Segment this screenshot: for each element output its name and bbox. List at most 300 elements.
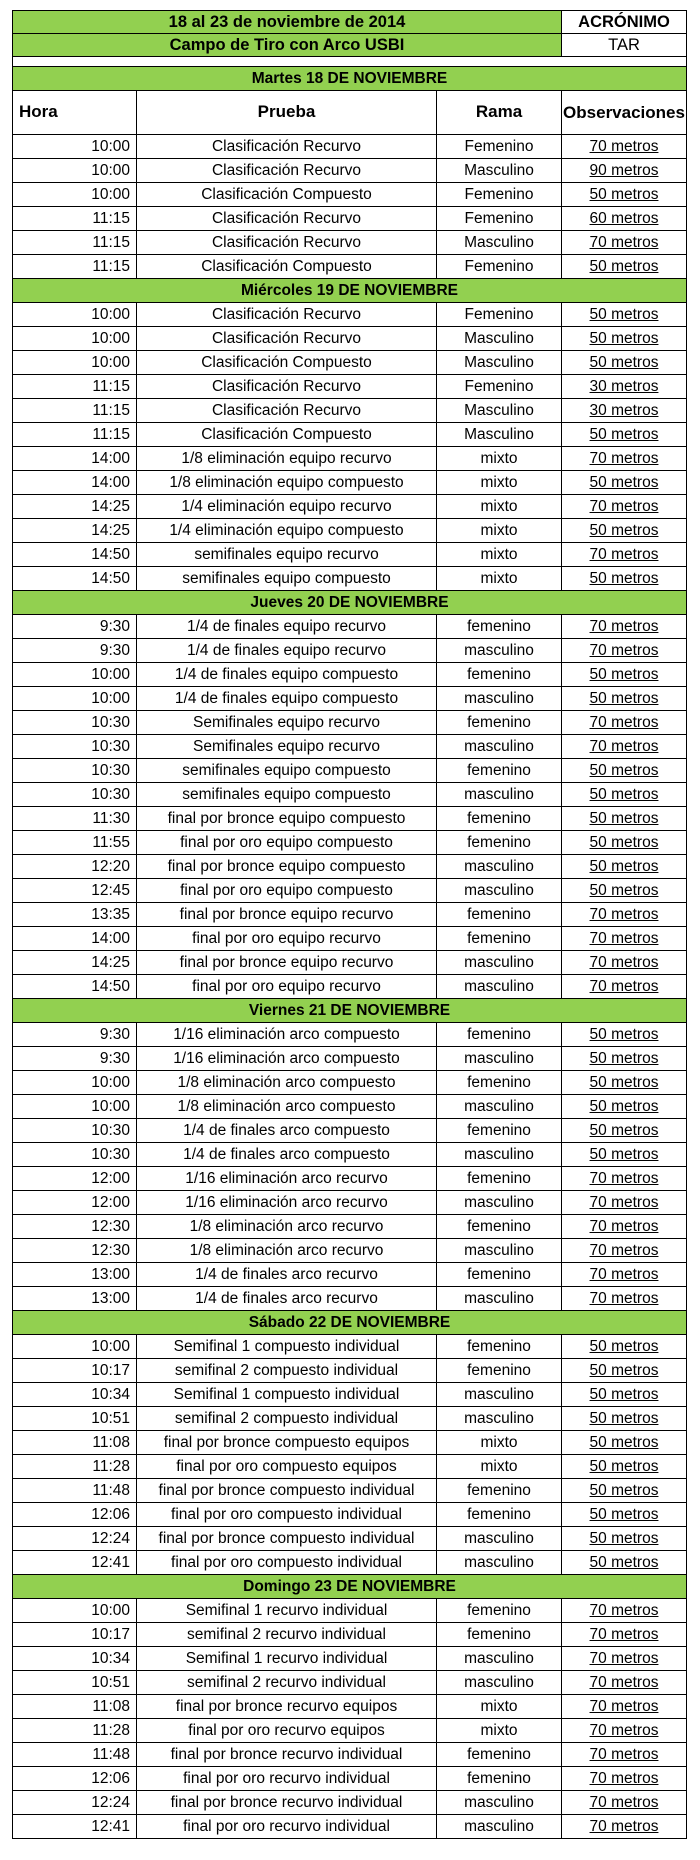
cell-rama: femenino bbox=[437, 1479, 562, 1503]
cell-observaciones: 70 metros bbox=[562, 615, 687, 639]
cell-prueba: Clasificación Compuesto bbox=[137, 351, 437, 375]
table-row bbox=[13, 927, 687, 951]
cell-rama: femenino bbox=[437, 1599, 562, 1623]
day-header-row bbox=[13, 1311, 687, 1335]
cell-hora: 10:00 bbox=[13, 1071, 137, 1095]
cell-observaciones: 50 metros bbox=[562, 759, 687, 783]
cell-rama: masculino bbox=[437, 1143, 562, 1167]
table-row bbox=[13, 183, 687, 207]
table-row bbox=[13, 519, 687, 543]
cell-hora: 10:17 bbox=[13, 1623, 137, 1647]
cell-observaciones: 50 metros bbox=[562, 1047, 687, 1071]
cell-observaciones: 70 metros bbox=[562, 903, 687, 927]
cell-observaciones: 70 metros bbox=[562, 639, 687, 663]
cell-observaciones: 60 metros bbox=[562, 207, 687, 231]
cell-rama: masculino bbox=[437, 1671, 562, 1695]
cell-rama: Femenino bbox=[437, 375, 562, 399]
cell-hora: 10:30 bbox=[13, 783, 137, 807]
table-row bbox=[13, 1479, 687, 1503]
cell-rama: masculino bbox=[437, 1287, 562, 1311]
day-header-row bbox=[13, 279, 687, 303]
cell-hora: 10:00 bbox=[13, 183, 137, 207]
cell-hora: 12:24 bbox=[13, 1791, 137, 1815]
cell-observaciones: 70 metros bbox=[562, 231, 687, 255]
cell-hora: 11:48 bbox=[13, 1479, 137, 1503]
cell-observaciones: 50 metros bbox=[562, 303, 687, 327]
cell-prueba: 1/8 eliminación arco compuesto bbox=[137, 1095, 437, 1119]
cell-prueba: 1/4 de finales equipo compuesto bbox=[137, 663, 437, 687]
cell-observaciones: 50 metros bbox=[562, 1383, 687, 1407]
cell-rama: masculino bbox=[437, 639, 562, 663]
cell-prueba: 1/8 eliminación equipo compuesto bbox=[137, 471, 437, 495]
cell-rama: femenino bbox=[437, 615, 562, 639]
cell-observaciones: 50 metros bbox=[562, 1143, 687, 1167]
table-row bbox=[13, 783, 687, 807]
cell-prueba: Clasificación Recurvo bbox=[137, 399, 437, 423]
table-row bbox=[13, 351, 687, 375]
table-row bbox=[13, 1743, 687, 1767]
table-row bbox=[13, 759, 687, 783]
cell-hora: 11:30 bbox=[13, 807, 137, 831]
cell-prueba: semifinal 2 compuesto individual bbox=[137, 1407, 437, 1431]
table-row bbox=[13, 1647, 687, 1671]
cell-observaciones: 70 metros bbox=[562, 1623, 687, 1647]
table-row bbox=[13, 975, 687, 999]
cell-observaciones: 50 metros bbox=[562, 255, 687, 279]
table-row bbox=[13, 1359, 687, 1383]
cell-rama: masculino bbox=[437, 1047, 562, 1071]
cell-rama: mixto bbox=[437, 447, 562, 471]
cell-hora: 10:00 bbox=[13, 303, 137, 327]
cell-rama: Femenino bbox=[437, 207, 562, 231]
cell-observaciones: 50 metros bbox=[562, 1119, 687, 1143]
cell-hora: 12:00 bbox=[13, 1191, 137, 1215]
cell-rama: masculino bbox=[437, 1383, 562, 1407]
cell-hora: 10:00 bbox=[13, 1095, 137, 1119]
cell-hora: 9:30 bbox=[13, 1023, 137, 1047]
cell-observaciones: 30 metros bbox=[562, 375, 687, 399]
cell-rama: femenino bbox=[437, 711, 562, 735]
cell-prueba: final por oro compuesto individual bbox=[137, 1503, 437, 1527]
cell-observaciones: 70 metros bbox=[562, 975, 687, 999]
cell-observaciones: 50 metros bbox=[562, 471, 687, 495]
table-row bbox=[13, 1767, 687, 1791]
header-row-dates bbox=[13, 11, 687, 34]
cell-observaciones: 50 metros bbox=[562, 519, 687, 543]
cell-hora: 12:06 bbox=[13, 1767, 137, 1791]
table-row bbox=[13, 495, 687, 519]
cell-rama: femenino bbox=[437, 759, 562, 783]
table-row bbox=[13, 1599, 687, 1623]
cell-rama: mixto bbox=[437, 543, 562, 567]
table-row bbox=[13, 1455, 687, 1479]
cell-observaciones: 50 metros bbox=[562, 327, 687, 351]
cell-prueba: final por bronce equipo compuesto bbox=[137, 855, 437, 879]
table-row bbox=[13, 1431, 687, 1455]
cell-observaciones: 70 metros bbox=[562, 1719, 687, 1743]
cell-observaciones: 30 metros bbox=[562, 399, 687, 423]
table-row bbox=[13, 1695, 687, 1719]
cell-hora: 14:00 bbox=[13, 471, 137, 495]
cell-hora: 11:55 bbox=[13, 831, 137, 855]
day-header-row bbox=[13, 999, 687, 1023]
table-row bbox=[13, 399, 687, 423]
day-header-row bbox=[13, 67, 687, 91]
day-title: Martes 18 DE NOVIEMBRE bbox=[13, 67, 687, 91]
cell-hora: 10:30 bbox=[13, 711, 137, 735]
table-row bbox=[13, 711, 687, 735]
table-row bbox=[13, 1551, 687, 1575]
cell-prueba: final por bronce recurvo individual bbox=[137, 1791, 437, 1815]
cell-prueba: Clasificación Compuesto bbox=[137, 183, 437, 207]
table-row bbox=[13, 1287, 687, 1311]
table-row bbox=[13, 1791, 687, 1815]
cell-prueba: Clasificación Recurvo bbox=[137, 375, 437, 399]
cell-rama: masculino bbox=[437, 687, 562, 711]
cell-prueba: 1/4 de finales equipo compuesto bbox=[137, 687, 437, 711]
header-observaciones: Observaciones bbox=[562, 91, 687, 135]
cell-observaciones: 70 metros bbox=[562, 135, 687, 159]
acronym-label: ACRÓNIMO bbox=[562, 11, 687, 34]
event-dates: 18 al 23 de noviembre de 2014 bbox=[13, 11, 562, 34]
cell-rama: femenino bbox=[437, 1359, 562, 1383]
cell-hora: 14:00 bbox=[13, 447, 137, 471]
cell-rama: mixto bbox=[437, 1431, 562, 1455]
cell-rama: femenino bbox=[437, 1071, 562, 1095]
cell-prueba: 1/4 de finales equipo recurvo bbox=[137, 639, 437, 663]
day-title: Domingo 23 DE NOVIEMBRE bbox=[13, 1575, 687, 1599]
day-title: Miércoles 19 DE NOVIEMBRE bbox=[13, 279, 687, 303]
cell-observaciones: 50 metros bbox=[562, 423, 687, 447]
cell-hora: 10:51 bbox=[13, 1671, 137, 1695]
table-row bbox=[13, 1503, 687, 1527]
cell-rama: femenino bbox=[437, 663, 562, 687]
cell-hora: 10:00 bbox=[13, 1599, 137, 1623]
cell-hora: 14:50 bbox=[13, 567, 137, 591]
cell-prueba: final por bronce compuesto equipos bbox=[137, 1431, 437, 1455]
cell-hora: 10:00 bbox=[13, 687, 137, 711]
table-row bbox=[13, 1095, 687, 1119]
cell-rama: masculino bbox=[437, 1647, 562, 1671]
cell-hora: 11:48 bbox=[13, 1743, 137, 1767]
cell-hora: 11:08 bbox=[13, 1695, 137, 1719]
cell-hora: 11:15 bbox=[13, 399, 137, 423]
cell-prueba: final por oro equipo compuesto bbox=[137, 831, 437, 855]
cell-observaciones: 50 metros bbox=[562, 663, 687, 687]
cell-observaciones: 70 metros bbox=[562, 495, 687, 519]
cell-hora: 11:15 bbox=[13, 207, 137, 231]
cell-rama: mixto bbox=[437, 1455, 562, 1479]
cell-prueba: final por oro equipo recurvo bbox=[137, 975, 437, 999]
table-row bbox=[13, 1047, 687, 1071]
cell-hora: 9:30 bbox=[13, 639, 137, 663]
cell-rama: masculino bbox=[437, 783, 562, 807]
cell-prueba: 1/8 eliminación arco compuesto bbox=[137, 1071, 437, 1095]
cell-prueba: Clasificación Compuesto bbox=[137, 423, 437, 447]
cell-hora: 10:00 bbox=[13, 135, 137, 159]
cell-observaciones: 50 metros bbox=[562, 1335, 687, 1359]
table-row bbox=[13, 615, 687, 639]
cell-prueba: 1/4 de finales arco compuesto bbox=[137, 1143, 437, 1167]
cell-rama: masculino bbox=[437, 1527, 562, 1551]
cell-hora: 14:50 bbox=[13, 975, 137, 999]
cell-hora: 10:34 bbox=[13, 1647, 137, 1671]
cell-prueba: 1/4 de finales arco compuesto bbox=[137, 1119, 437, 1143]
cell-prueba: final por oro equipo recurvo bbox=[137, 927, 437, 951]
cell-rama: Masculino bbox=[437, 231, 562, 255]
cell-prueba: 1/4 eliminación equipo compuesto bbox=[137, 519, 437, 543]
table-row bbox=[13, 159, 687, 183]
cell-prueba: Clasificación Recurvo bbox=[137, 207, 437, 231]
cell-hora: 12:41 bbox=[13, 1551, 137, 1575]
cell-hora: 14:25 bbox=[13, 519, 137, 543]
cell-rama: masculino bbox=[437, 1191, 562, 1215]
cell-rama: femenino bbox=[437, 1263, 562, 1287]
cell-observaciones: 70 metros bbox=[562, 1815, 687, 1839]
cell-observaciones: 90 metros bbox=[562, 159, 687, 183]
cell-prueba: Semifinales equipo recurvo bbox=[137, 711, 437, 735]
table-row bbox=[13, 1623, 687, 1647]
cell-hora: 14:25 bbox=[13, 951, 137, 975]
header-prueba: Prueba bbox=[137, 91, 437, 135]
table-row bbox=[13, 1167, 687, 1191]
cell-prueba: 1/4 de finales arco recurvo bbox=[137, 1263, 437, 1287]
cell-rama: femenino bbox=[437, 903, 562, 927]
table-row bbox=[13, 255, 687, 279]
schedule-sheet bbox=[12, 10, 687, 1839]
cell-rama: mixto bbox=[437, 519, 562, 543]
acronym-value: TAR bbox=[562, 34, 687, 57]
day-title: Jueves 20 DE NOVIEMBRE bbox=[13, 591, 687, 615]
cell-prueba: Clasificación Recurvo bbox=[137, 159, 437, 183]
cell-hora: 10:17 bbox=[13, 1359, 137, 1383]
cell-prueba: final por bronce equipo recurvo bbox=[137, 903, 437, 927]
cell-rama: mixto bbox=[437, 1719, 562, 1743]
cell-prueba: final por oro compuesto equipos bbox=[137, 1455, 437, 1479]
cell-hora: 10:30 bbox=[13, 1119, 137, 1143]
table-row bbox=[13, 567, 687, 591]
table-row bbox=[13, 135, 687, 159]
cell-hora: 13:00 bbox=[13, 1287, 137, 1311]
table-row bbox=[13, 807, 687, 831]
cell-rama: masculino bbox=[437, 1239, 562, 1263]
cell-observaciones: 70 metros bbox=[562, 1695, 687, 1719]
cell-prueba: 1/8 eliminación equipo recurvo bbox=[137, 447, 437, 471]
cell-prueba: 1/8 eliminación arco recurvo bbox=[137, 1215, 437, 1239]
cell-prueba: 1/4 de finales equipo recurvo bbox=[137, 615, 437, 639]
cell-hora: 12:41 bbox=[13, 1815, 137, 1839]
table-row bbox=[13, 879, 687, 903]
cell-observaciones: 50 metros bbox=[562, 1095, 687, 1119]
cell-rama: femenino bbox=[437, 1119, 562, 1143]
cell-prueba: final por oro recurvo individual bbox=[137, 1767, 437, 1791]
cell-observaciones: 50 metros bbox=[562, 1479, 687, 1503]
cell-prueba: semifinales equipo compuesto bbox=[137, 567, 437, 591]
table-row bbox=[13, 1527, 687, 1551]
cell-prueba: 1/16 eliminación arco recurvo bbox=[137, 1191, 437, 1215]
cell-hora: 11:28 bbox=[13, 1719, 137, 1743]
cell-hora: 10:30 bbox=[13, 1143, 137, 1167]
cell-hora: 9:30 bbox=[13, 1047, 137, 1071]
cell-hora: 10:34 bbox=[13, 1383, 137, 1407]
table-row bbox=[13, 951, 687, 975]
table-row bbox=[13, 303, 687, 327]
table-row bbox=[13, 1671, 687, 1695]
cell-observaciones: 70 metros bbox=[562, 1215, 687, 1239]
cell-observaciones: 70 metros bbox=[562, 1743, 687, 1767]
cell-rama: Masculino bbox=[437, 351, 562, 375]
cell-hora: 12:30 bbox=[13, 1239, 137, 1263]
cell-hora: 11:15 bbox=[13, 423, 137, 447]
cell-rama: femenino bbox=[437, 1623, 562, 1647]
table-row bbox=[13, 447, 687, 471]
cell-observaciones: 70 metros bbox=[562, 1767, 687, 1791]
cell-hora: 14:25 bbox=[13, 495, 137, 519]
table-row bbox=[13, 1143, 687, 1167]
venue-name: Campo de Tiro con Arco USBI bbox=[13, 34, 562, 57]
cell-hora: 14:50 bbox=[13, 543, 137, 567]
cell-rama: masculino bbox=[437, 975, 562, 999]
cell-rama: femenino bbox=[437, 1023, 562, 1047]
cell-prueba: Clasificación Recurvo bbox=[137, 231, 437, 255]
cell-rama: mixto bbox=[437, 495, 562, 519]
cell-observaciones: 50 metros bbox=[562, 1407, 687, 1431]
cell-rama: Femenino bbox=[437, 135, 562, 159]
cell-rama: Femenino bbox=[437, 255, 562, 279]
cell-observaciones: 50 metros bbox=[562, 1551, 687, 1575]
table-row bbox=[13, 1239, 687, 1263]
cell-observaciones: 70 metros bbox=[562, 711, 687, 735]
table-row bbox=[13, 1719, 687, 1743]
cell-observaciones: 50 metros bbox=[562, 783, 687, 807]
cell-rama: Masculino bbox=[437, 399, 562, 423]
table-row bbox=[13, 327, 687, 351]
cell-prueba: 1/16 eliminación arco compuesto bbox=[137, 1047, 437, 1071]
cell-observaciones: 70 metros bbox=[562, 543, 687, 567]
cell-prueba: Clasificación Recurvo bbox=[137, 135, 437, 159]
cell-hora: 13:00 bbox=[13, 1263, 137, 1287]
cell-observaciones: 50 metros bbox=[562, 1359, 687, 1383]
cell-prueba: Semifinales equipo recurvo bbox=[137, 735, 437, 759]
table-row bbox=[13, 543, 687, 567]
cell-rama: Femenino bbox=[437, 303, 562, 327]
header-row-venue bbox=[13, 34, 687, 57]
cell-prueba: final por oro equipo compuesto bbox=[137, 879, 437, 903]
cell-observaciones: 50 metros bbox=[562, 1503, 687, 1527]
cell-observaciones: 70 metros bbox=[562, 1191, 687, 1215]
cell-observaciones: 70 metros bbox=[562, 447, 687, 471]
cell-hora: 12:24 bbox=[13, 1527, 137, 1551]
table-row bbox=[13, 687, 687, 711]
cell-rama: femenino bbox=[437, 1743, 562, 1767]
cell-hora: 10:30 bbox=[13, 759, 137, 783]
header-rama: Rama bbox=[437, 91, 562, 135]
cell-hora: 11:15 bbox=[13, 375, 137, 399]
cell-observaciones: 50 metros bbox=[562, 183, 687, 207]
cell-observaciones: 70 metros bbox=[562, 1239, 687, 1263]
cell-prueba: semifinal 2 recurvo individual bbox=[137, 1671, 437, 1695]
table-row bbox=[13, 375, 687, 399]
cell-rama: masculino bbox=[437, 1791, 562, 1815]
cell-rama: mixto bbox=[437, 567, 562, 591]
cell-prueba: final por bronce equipo compuesto bbox=[137, 807, 437, 831]
cell-observaciones: 50 metros bbox=[562, 1431, 687, 1455]
cell-hora: 11:15 bbox=[13, 231, 137, 255]
cell-hora: 10:51 bbox=[13, 1407, 137, 1431]
cell-prueba: semifinal 2 compuesto individual bbox=[137, 1359, 437, 1383]
cell-hora: 12:45 bbox=[13, 879, 137, 903]
cell-observaciones: 50 metros bbox=[562, 1455, 687, 1479]
table-row bbox=[13, 1383, 687, 1407]
cell-rama: femenino bbox=[437, 1215, 562, 1239]
column-header-row bbox=[13, 91, 687, 135]
cell-hora: 11:08 bbox=[13, 1431, 137, 1455]
cell-rama: mixto bbox=[437, 1695, 562, 1719]
cell-observaciones: 70 metros bbox=[562, 1287, 687, 1311]
cell-rama: masculino bbox=[437, 735, 562, 759]
cell-hora: 10:00 bbox=[13, 1335, 137, 1359]
cell-prueba: Clasificación Recurvo bbox=[137, 303, 437, 327]
table-row bbox=[13, 231, 687, 255]
cell-prueba: final por oro recurvo equipos bbox=[137, 1719, 437, 1743]
cell-observaciones: 50 metros bbox=[562, 1071, 687, 1095]
table-row bbox=[13, 831, 687, 855]
table-row bbox=[13, 471, 687, 495]
table-row bbox=[13, 735, 687, 759]
cell-observaciones: 70 metros bbox=[562, 1647, 687, 1671]
cell-observaciones: 50 metros bbox=[562, 1527, 687, 1551]
cell-hora: 10:00 bbox=[13, 327, 137, 351]
header-hora: Hora bbox=[13, 91, 137, 135]
cell-rama: masculino bbox=[437, 1407, 562, 1431]
cell-prueba: 1/8 eliminación arco recurvo bbox=[137, 1239, 437, 1263]
table-row bbox=[13, 207, 687, 231]
table-row bbox=[13, 903, 687, 927]
cell-hora: 9:30 bbox=[13, 615, 137, 639]
cell-observaciones: 50 metros bbox=[562, 879, 687, 903]
cell-hora: 13:35 bbox=[13, 903, 137, 927]
cell-observaciones: 70 metros bbox=[562, 927, 687, 951]
cell-observaciones: 70 metros bbox=[562, 1263, 687, 1287]
cell-observaciones: 70 metros bbox=[562, 1167, 687, 1191]
cell-prueba: 1/4 de finales arco recurvo bbox=[137, 1287, 437, 1311]
cell-prueba: final por bronce equipo recurvo bbox=[137, 951, 437, 975]
table-row bbox=[13, 639, 687, 663]
day-header-row bbox=[13, 591, 687, 615]
cell-rama: masculino bbox=[437, 1551, 562, 1575]
table-row bbox=[13, 1815, 687, 1839]
table-row bbox=[13, 1407, 687, 1431]
cell-observaciones: 50 metros bbox=[562, 567, 687, 591]
cell-prueba: Semifinal 1 recurvo individual bbox=[137, 1599, 437, 1623]
cell-prueba: final por oro recurvo individual bbox=[137, 1815, 437, 1839]
table-row bbox=[13, 1263, 687, 1287]
cell-observaciones: 50 metros bbox=[562, 807, 687, 831]
cell-rama: femenino bbox=[437, 1167, 562, 1191]
table-row bbox=[13, 423, 687, 447]
cell-rama: Masculino bbox=[437, 327, 562, 351]
cell-prueba: final por bronce recurvo equipos bbox=[137, 1695, 437, 1719]
cell-hora: 10:00 bbox=[13, 663, 137, 687]
cell-observaciones: 70 metros bbox=[562, 1671, 687, 1695]
cell-rama: masculino bbox=[437, 1095, 562, 1119]
table-row bbox=[13, 663, 687, 687]
table-row bbox=[13, 1215, 687, 1239]
cell-prueba: final por bronce recurvo individual bbox=[137, 1743, 437, 1767]
cell-observaciones: 50 metros bbox=[562, 855, 687, 879]
cell-hora: 11:15 bbox=[13, 255, 137, 279]
cell-observaciones: 70 metros bbox=[562, 735, 687, 759]
